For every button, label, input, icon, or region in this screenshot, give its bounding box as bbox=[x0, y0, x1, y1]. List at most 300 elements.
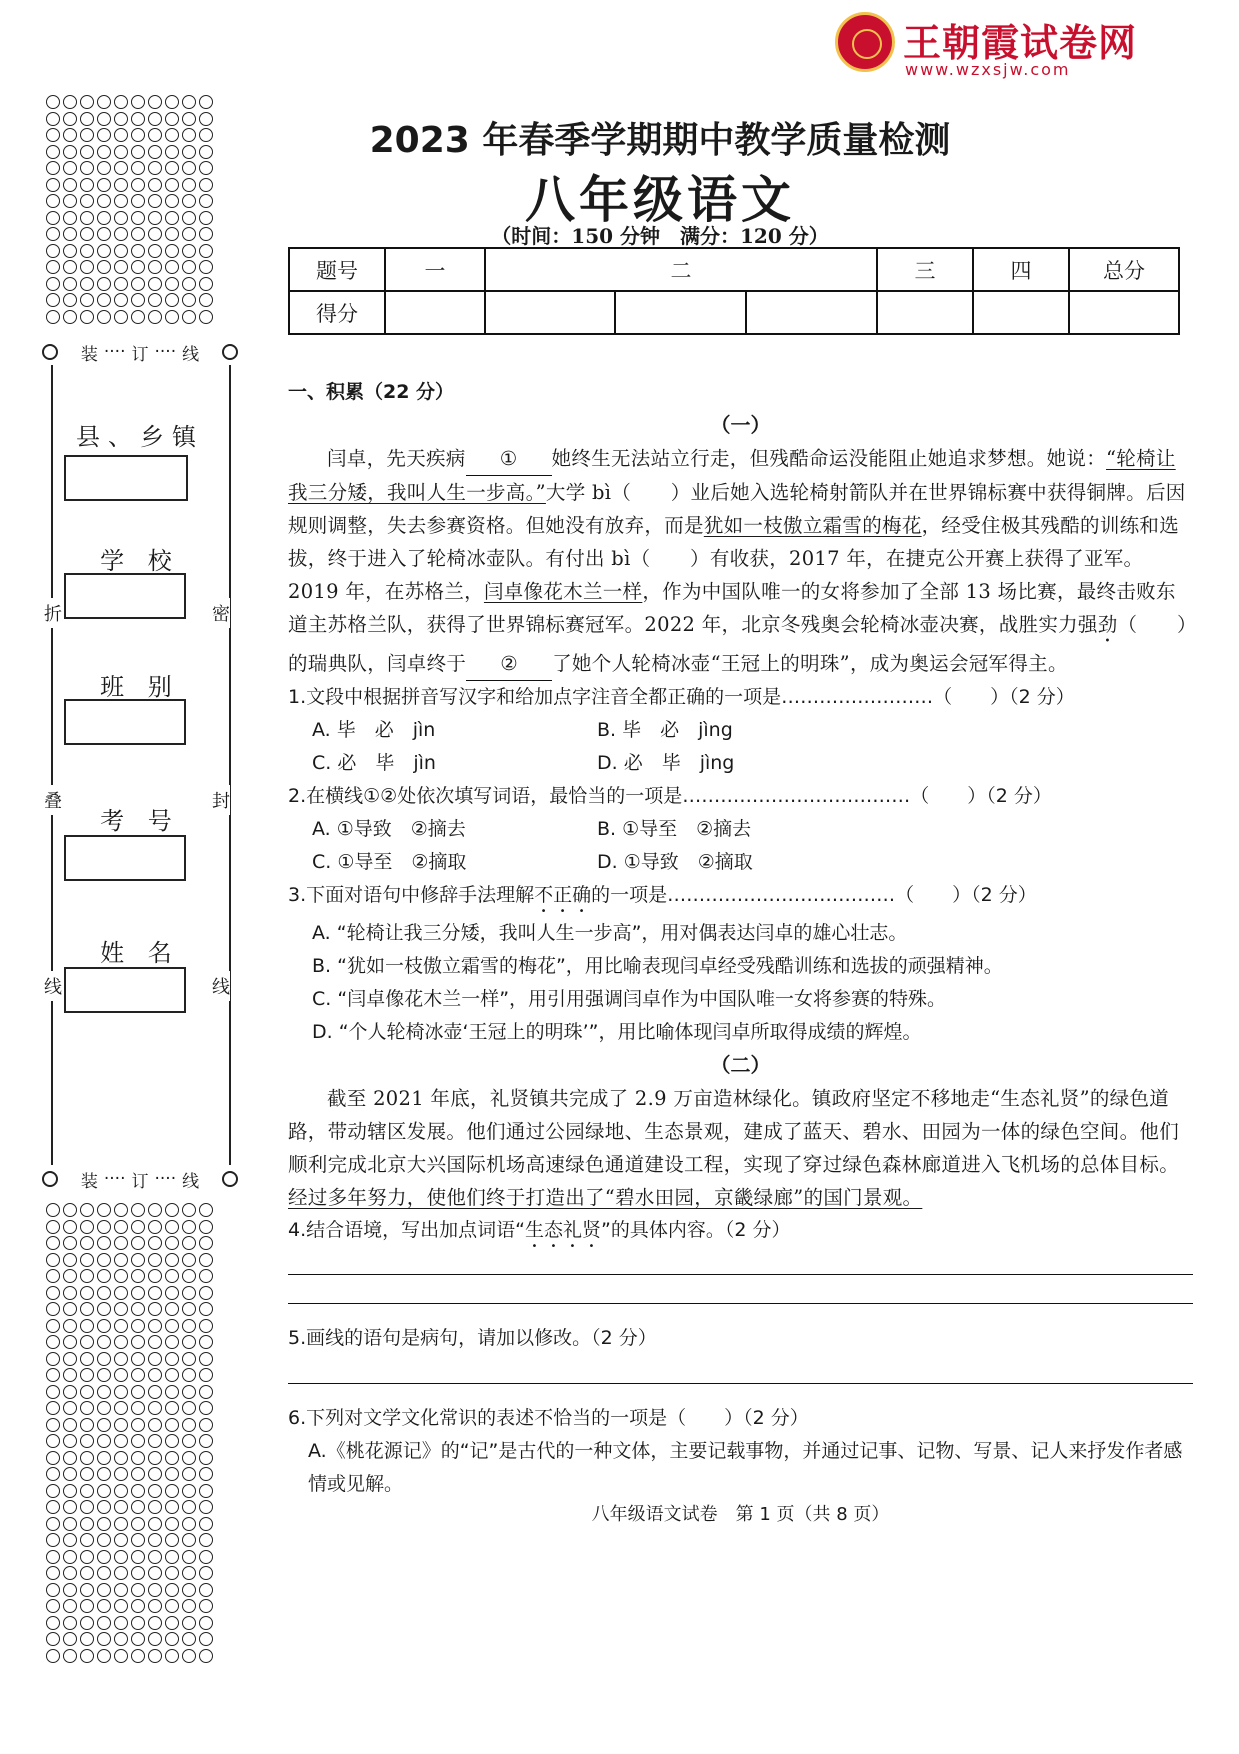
perforation-dot bbox=[165, 1517, 179, 1531]
passage-2 bbox=[288, 1082, 1193, 1214]
dotted-text: 生态礼贤 bbox=[524, 1219, 601, 1241]
perforation-dot bbox=[148, 1401, 162, 1415]
perforation-dot bbox=[46, 211, 60, 225]
perforation-dot bbox=[97, 1220, 111, 1234]
perforation-dot bbox=[114, 95, 128, 109]
perforation-dot bbox=[148, 1253, 162, 1267]
text: 的一项是………………………………（ ）（2 分） bbox=[591, 884, 1037, 906]
answer-line[interactable] bbox=[288, 1383, 1193, 1384]
perforation-dot bbox=[148, 1599, 162, 1613]
perforation-dot bbox=[131, 1220, 145, 1234]
school-field[interactable] bbox=[64, 573, 186, 619]
perforation-dot bbox=[63, 1253, 77, 1267]
section-heading: 一、积累（22 分） bbox=[288, 381, 455, 403]
perforation-dot bbox=[80, 1451, 94, 1465]
text: 她终生无法站立行走，但残酷命运没能阻止她追求梦想。她说： bbox=[551, 447, 1107, 470]
perforation-dot bbox=[182, 1418, 196, 1432]
perforation-dot bbox=[97, 1335, 111, 1349]
perforation-dots-top bbox=[46, 95, 216, 326]
perforation-dot bbox=[46, 1517, 60, 1531]
perforation-dot bbox=[182, 1451, 196, 1465]
perforation-dot bbox=[131, 293, 145, 307]
question-2-options-row bbox=[288, 813, 1193, 846]
perforation-dot bbox=[199, 1368, 213, 1382]
score-cell[interactable] bbox=[746, 291, 877, 334]
exam-number-field[interactable] bbox=[64, 835, 186, 881]
perforation-dot bbox=[148, 1385, 162, 1399]
perforation-dot bbox=[199, 1649, 213, 1663]
perforation-dot bbox=[97, 1467, 111, 1481]
perforation-dot bbox=[199, 1319, 213, 1333]
perforation-dot bbox=[148, 1269, 162, 1283]
question-3 bbox=[288, 879, 1193, 917]
perforation-dot bbox=[148, 1451, 162, 1465]
perforation-dot bbox=[131, 1632, 145, 1646]
perforation-dot bbox=[199, 1632, 213, 1646]
perforation-dot bbox=[63, 1500, 77, 1514]
field-label-class: 班 别 bbox=[100, 673, 180, 701]
underlined-sentence: 经过多年努力，使他们终于打造出了“碧水田园，京畿绿廊”的国门景观。 bbox=[288, 1186, 923, 1209]
perforation-dot bbox=[97, 293, 111, 307]
perforation-dot bbox=[80, 145, 94, 159]
perforation-dot bbox=[182, 227, 196, 241]
binding-char: 订 bbox=[131, 1171, 149, 1192]
perforation-dot bbox=[131, 178, 145, 192]
perforation-dot bbox=[46, 1302, 60, 1316]
perforation-dot bbox=[131, 1385, 145, 1399]
perforation-dot bbox=[148, 1616, 162, 1630]
logo-url: www.wzxsjw.com bbox=[905, 60, 1071, 79]
perforation-dot bbox=[182, 1319, 196, 1333]
perforation-dot bbox=[165, 112, 179, 126]
score-cell[interactable] bbox=[973, 291, 1069, 334]
perforation-dot bbox=[199, 1616, 213, 1630]
perforation-dot bbox=[165, 1649, 179, 1663]
score-cell[interactable] bbox=[485, 291, 615, 334]
perforation-dot bbox=[182, 260, 196, 274]
score-cell[interactable] bbox=[1069, 291, 1179, 334]
perforation-dot bbox=[63, 260, 77, 274]
text: ，作为中国队唯一的女将参加了全部 13 场比赛，最终击败东道主苏格兰队，获得了世界锦标赛冠军。2022 年，北京冬残奥会轮椅冰壶决赛，战胜实力强 bbox=[288, 580, 1176, 636]
perforation-dot bbox=[165, 260, 179, 274]
perforation-dot bbox=[114, 260, 128, 274]
perforation-dot bbox=[114, 1550, 128, 1564]
perforation-dot bbox=[80, 260, 94, 274]
perforation-dot bbox=[148, 1500, 162, 1514]
perforation-dot bbox=[114, 112, 128, 126]
perforation-dot bbox=[97, 1649, 111, 1663]
option-a[interactable]: A. 毕 必 jìn bbox=[312, 719, 436, 741]
perforation-dot bbox=[46, 1533, 60, 1547]
perforation-dot bbox=[46, 1599, 60, 1613]
perforation-dot bbox=[199, 1236, 213, 1250]
perforation-dot bbox=[63, 1649, 77, 1663]
perforation-dot bbox=[114, 1368, 128, 1382]
perforation-dot bbox=[131, 211, 145, 225]
perforation-dot bbox=[182, 1220, 196, 1234]
perforation-dot bbox=[46, 178, 60, 192]
perforation-dot bbox=[80, 1418, 94, 1432]
perforation-dot bbox=[182, 1467, 196, 1481]
perforation-dot bbox=[97, 128, 111, 142]
class-field[interactable] bbox=[64, 699, 186, 745]
perforation-dot bbox=[80, 1599, 94, 1613]
perforation-dot bbox=[80, 161, 94, 175]
score-header-cell: 二 bbox=[485, 248, 877, 291]
answer-line[interactable] bbox=[288, 1303, 1193, 1304]
perforation-dot bbox=[182, 178, 196, 192]
option-c[interactable]: C. ①导至 ②摘取 bbox=[312, 851, 467, 873]
perforation-dot bbox=[199, 1484, 213, 1498]
perforation-dot bbox=[131, 1550, 145, 1564]
perforation-dot bbox=[165, 1203, 179, 1217]
perforation-dot bbox=[114, 178, 128, 192]
perforation-dot bbox=[80, 1401, 94, 1415]
text: 截至 2021 年底，礼贤镇共完成了 2.9 万亩造林绿化。镇政府坚定不移地走“生态礼贤”的绿色道路，带动辖区发展。他们通过公园绿地、生态景观，建成了蓝天、碧水、田园为一体的绿色空间。他们顺利完成北京大兴国际机场高速绿色通道建设工程，实现了穿过绿色森林廊道进入飞机场的总体目标。 bbox=[288, 1087, 1180, 1176]
perforation-dot bbox=[182, 1599, 196, 1613]
perforation-dot bbox=[199, 1335, 213, 1349]
perforation-dot bbox=[97, 1533, 111, 1547]
site-logo bbox=[835, 12, 1165, 78]
perforation-dot bbox=[131, 1583, 145, 1597]
perforation-dot bbox=[80, 1434, 94, 1448]
underlined-quote: “轮椅让我三分矮，我叫人生一步高。” bbox=[288, 447, 1176, 504]
perforation-dot bbox=[97, 1352, 111, 1366]
perforation-dot bbox=[46, 1550, 60, 1564]
perforation-dot bbox=[114, 1203, 128, 1217]
question-4 bbox=[288, 1214, 1193, 1252]
perforation-dot bbox=[165, 1269, 179, 1283]
perforation-dot bbox=[182, 1649, 196, 1663]
perforation-dot bbox=[165, 277, 179, 291]
perforation-dot bbox=[182, 310, 196, 324]
perforation-dot bbox=[46, 260, 60, 274]
option-c[interactable]: C. 必 毕 jìn bbox=[312, 752, 436, 774]
perforation-dot bbox=[80, 293, 94, 307]
binding-line-bottom: 装 ···· 订 ···· 线 bbox=[40, 1167, 240, 1191]
perforation-dot bbox=[97, 1286, 111, 1300]
perforation-dot bbox=[97, 1269, 111, 1283]
perforation-dot bbox=[182, 1253, 196, 1267]
perforation-dot bbox=[46, 1632, 60, 1646]
dotted-char: 劲 bbox=[1097, 613, 1118, 636]
binding-char: 线 bbox=[182, 1171, 200, 1192]
option-d[interactable]: D. 必 毕 jìng bbox=[597, 752, 735, 774]
perforation-dot bbox=[63, 1269, 77, 1283]
perforation-dot bbox=[199, 227, 213, 241]
perforation-dot bbox=[97, 1484, 111, 1498]
text: ，经受住极其残酷的训练和选拔，终于进入了轮椅冰壶队。有付出 bì（ ）有收获，2017 年，在捷克公开赛上获得了亚军。2019 年，在苏格兰， bbox=[288, 514, 1180, 603]
circle-icon bbox=[42, 1171, 58, 1187]
perforation-dot bbox=[63, 1484, 77, 1498]
perforation-dot bbox=[46, 95, 60, 109]
option-c[interactable]: C. “闫卓像花木兰一样”，用引用强调闫卓作为中国队唯一女将参赛的特殊。 bbox=[312, 988, 947, 1010]
perforation-dot bbox=[165, 1286, 179, 1300]
perforation-dot bbox=[80, 1467, 94, 1481]
score-header-cell: 四 bbox=[973, 248, 1069, 291]
blank-1[interactable]: ① bbox=[466, 442, 552, 476]
score-cell[interactable] bbox=[615, 291, 745, 334]
perforation-dot bbox=[199, 1302, 213, 1316]
perforation-dot bbox=[97, 145, 111, 159]
perforation-dot bbox=[46, 1566, 60, 1580]
passage-1 bbox=[288, 442, 1193, 681]
perforation-dot bbox=[131, 1418, 145, 1432]
option-a[interactable]: A. ①导致 ②摘去 bbox=[312, 818, 466, 840]
perforation-dot bbox=[97, 1434, 111, 1448]
option-b[interactable]: B. ①导至 ②摘去 bbox=[597, 818, 752, 840]
score-table-score-row bbox=[289, 291, 1179, 334]
perforation-dot bbox=[131, 1484, 145, 1498]
perforation-dot bbox=[114, 128, 128, 142]
perforation-dot bbox=[63, 1517, 77, 1531]
perforation-dot bbox=[165, 1484, 179, 1498]
perforation-dot bbox=[63, 145, 77, 159]
perforation-dot bbox=[199, 1385, 213, 1399]
perforation-dot bbox=[63, 1566, 77, 1580]
perforation-dot bbox=[199, 1434, 213, 1448]
score-header-cell: 总分 bbox=[1069, 248, 1179, 291]
perforation-dot bbox=[199, 1583, 213, 1597]
perforation-dot bbox=[46, 227, 60, 241]
text: 3.下面对语句中修辞手法理解 bbox=[288, 884, 535, 906]
perforation-dot bbox=[114, 1401, 128, 1415]
option-d[interactable]: D. ①导致 ②摘取 bbox=[597, 851, 753, 873]
perforation-dot bbox=[165, 1352, 179, 1366]
perforation-dot bbox=[131, 277, 145, 291]
perforation-dot bbox=[97, 1517, 111, 1531]
perforation-dot bbox=[97, 178, 111, 192]
perforation-dot bbox=[114, 1253, 128, 1267]
perforation-dot bbox=[80, 1632, 94, 1646]
perforation-dot bbox=[148, 1434, 162, 1448]
perforation-dot bbox=[131, 1269, 145, 1283]
perforation-dot bbox=[165, 161, 179, 175]
perforation-dot bbox=[165, 310, 179, 324]
perforation-dot bbox=[165, 1632, 179, 1646]
perforation-dot bbox=[63, 112, 77, 126]
perforation-dot bbox=[114, 1269, 128, 1283]
perforation-dot bbox=[63, 1335, 77, 1349]
perforation-dot bbox=[46, 112, 60, 126]
perforation-dot bbox=[131, 1352, 145, 1366]
score-table-header-row bbox=[289, 248, 1179, 291]
perforation-dot bbox=[97, 95, 111, 109]
perforation-dot bbox=[199, 1269, 213, 1283]
perforation-dot bbox=[182, 1517, 196, 1531]
perforation-dot bbox=[182, 1583, 196, 1597]
perforation-dot bbox=[165, 1418, 179, 1432]
perforation-dot bbox=[148, 161, 162, 175]
perforation-dot bbox=[131, 1451, 145, 1465]
perforation-dot bbox=[80, 1385, 94, 1399]
county-field[interactable] bbox=[64, 455, 188, 501]
perforation-dot bbox=[63, 1302, 77, 1316]
perforation-dot bbox=[63, 194, 77, 208]
perforation-dot bbox=[63, 1632, 77, 1646]
perforation-dot bbox=[114, 145, 128, 159]
perforation-dot bbox=[80, 310, 94, 324]
perforation-dot bbox=[148, 1335, 162, 1349]
perforation-dot bbox=[97, 1418, 111, 1432]
perforation-dot bbox=[182, 211, 196, 225]
question-1-options-row bbox=[288, 714, 1193, 747]
option-b[interactable]: B. 毕 必 jìng bbox=[597, 719, 733, 741]
perforation-dot bbox=[97, 1451, 111, 1465]
perforation-dot bbox=[199, 1517, 213, 1531]
underlined-quote: 犹如一枝傲立霜雪的梅花 bbox=[703, 514, 922, 537]
perforation-dot bbox=[199, 161, 213, 175]
perforation-dot bbox=[114, 1484, 128, 1498]
perforation-dot bbox=[182, 112, 196, 126]
perforation-dot bbox=[97, 1203, 111, 1217]
perforation-dot bbox=[63, 1599, 77, 1613]
binding-char: 订 bbox=[131, 344, 149, 365]
perforation-dot bbox=[97, 211, 111, 225]
perforation-dot bbox=[182, 1616, 196, 1630]
perforation-dot bbox=[46, 1203, 60, 1217]
perforation-dot bbox=[148, 128, 162, 142]
side-text-line-left: 线 bbox=[44, 971, 62, 1001]
perforation-dot bbox=[182, 1385, 196, 1399]
perforation-dot bbox=[131, 1203, 145, 1217]
perforation-dot bbox=[148, 1566, 162, 1580]
score-header-cell: 一 bbox=[385, 248, 485, 291]
perforation-dot bbox=[80, 1550, 94, 1564]
perforation-dot bbox=[199, 1467, 213, 1481]
perforation-dot bbox=[182, 1632, 196, 1646]
perforation-dot bbox=[199, 1253, 213, 1267]
question-2-options-row bbox=[288, 846, 1193, 879]
perforation-dot bbox=[114, 1566, 128, 1580]
perforation-dot bbox=[97, 1500, 111, 1514]
side-text-line-right: 线 bbox=[212, 971, 230, 1001]
perforation-dot bbox=[131, 128, 145, 142]
perforation-dot bbox=[114, 244, 128, 258]
perforation-dot bbox=[165, 1368, 179, 1382]
perforation-dot bbox=[182, 1286, 196, 1300]
perforation-dot bbox=[63, 293, 77, 307]
perforation-dot bbox=[114, 1467, 128, 1481]
perforation-dot bbox=[63, 128, 77, 142]
perforation-dot bbox=[114, 310, 128, 324]
score-cell[interactable] bbox=[385, 291, 485, 334]
answer-line[interactable] bbox=[288, 1274, 1193, 1275]
option-a[interactable]: A. “轮椅让我三分矮，我叫人生一步高”，用对偶表达闫卓的雄心壮志。 bbox=[312, 922, 908, 944]
perforation-dot bbox=[148, 1467, 162, 1481]
perforation-dot bbox=[182, 161, 196, 175]
perforation-dot bbox=[46, 1467, 60, 1481]
perforation-dot bbox=[199, 244, 213, 258]
score-cell[interactable] bbox=[877, 291, 973, 334]
score-table bbox=[288, 247, 1180, 335]
perforation-dot bbox=[165, 194, 179, 208]
perforation-dot bbox=[148, 1550, 162, 1564]
perforation-dot bbox=[80, 112, 94, 126]
perforation-dot bbox=[63, 1352, 77, 1366]
perforation-dot bbox=[182, 1368, 196, 1382]
perforation-dot bbox=[114, 1533, 128, 1547]
perforation-dot bbox=[63, 1434, 77, 1448]
exam-content bbox=[288, 380, 1193, 1501]
perforation-dot bbox=[80, 1484, 94, 1498]
perforation-dot bbox=[148, 1220, 162, 1234]
perforation-dot bbox=[63, 1418, 77, 1432]
perforation-dot bbox=[131, 1253, 145, 1267]
perforation-dot bbox=[182, 1352, 196, 1366]
perforation-dot bbox=[46, 194, 60, 208]
perforation-dot bbox=[199, 1220, 213, 1234]
perforation-dot bbox=[63, 1533, 77, 1547]
perforation-dot bbox=[80, 1203, 94, 1217]
perforation-dot bbox=[182, 95, 196, 109]
perforation-dot bbox=[97, 310, 111, 324]
perforation-dot bbox=[114, 1335, 128, 1349]
binding-line-top: 装 ···· 订 ···· 线 bbox=[40, 340, 240, 364]
perforation-dot bbox=[182, 128, 196, 142]
perforation-dot bbox=[46, 1286, 60, 1300]
perforation-dot bbox=[199, 194, 213, 208]
perforation-dot bbox=[131, 1467, 145, 1481]
question-2: 2.在横线①②处依次填写词语，最恰当的一项是………………………………（ ）（2 分） bbox=[288, 785, 1052, 807]
perforation-dot bbox=[46, 244, 60, 258]
text: 了她个人轮椅冰壶“王冠上的明珠”，成为奥运会冠军得主。 bbox=[552, 652, 1068, 675]
perforation-dot bbox=[63, 211, 77, 225]
perforation-dot bbox=[131, 95, 145, 109]
perforation-dot bbox=[63, 1203, 77, 1217]
perforation-dot bbox=[148, 277, 162, 291]
perforation-dot bbox=[114, 1616, 128, 1630]
name-field[interactable] bbox=[64, 967, 186, 1013]
perforation-dot bbox=[63, 1319, 77, 1333]
perforation-dot bbox=[131, 1236, 145, 1250]
perforation-dot bbox=[97, 1616, 111, 1630]
perforation-dot bbox=[148, 1319, 162, 1333]
blank-2[interactable]: ② bbox=[466, 647, 552, 681]
perforation-dot bbox=[46, 1451, 60, 1465]
option-d[interactable]: D. “个人轮椅冰壶‘王冠上的明珠’”，用比喻体现闫卓所取得成绩的辉煌。 bbox=[312, 1021, 922, 1043]
perforation-dot bbox=[148, 227, 162, 241]
perforation-dot bbox=[199, 260, 213, 274]
option-a[interactable]: A.《桃花源记》的“记”是古代的一种文体，主要记载事物，并通过记事、记物、写景、记人来抒发作者感情或见解。 bbox=[308, 1440, 1183, 1495]
perforation-dot bbox=[80, 1616, 94, 1630]
option-b[interactable]: B. “犹如一枝傲立霜雪的梅花”，用比喻表现闫卓经受残酷训练和选拔的顽强精神。 bbox=[312, 955, 1003, 977]
perforation-dot bbox=[46, 1583, 60, 1597]
perforation-dot bbox=[165, 1533, 179, 1547]
perforation-dot bbox=[148, 1632, 162, 1646]
perforation-dot bbox=[148, 1649, 162, 1663]
perforation-dot bbox=[46, 128, 60, 142]
perforation-dot bbox=[131, 1566, 145, 1580]
perforation-dot bbox=[131, 194, 145, 208]
perforation-dot bbox=[80, 1533, 94, 1547]
perforation-dot bbox=[131, 1599, 145, 1613]
perforation-dot bbox=[80, 1517, 94, 1531]
perforation-dot bbox=[131, 1517, 145, 1531]
side-text-stack: 叠 bbox=[44, 785, 62, 815]
perforation-dot bbox=[114, 1352, 128, 1366]
perforation-dot bbox=[148, 211, 162, 225]
perforation-dot bbox=[165, 1385, 179, 1399]
perforation-dot bbox=[97, 1236, 111, 1250]
perforation-dot bbox=[97, 1319, 111, 1333]
perforation-dot bbox=[46, 293, 60, 307]
perforation-dot bbox=[46, 145, 60, 159]
perforation-dot bbox=[46, 1401, 60, 1415]
perforation-dot bbox=[131, 1302, 145, 1316]
score-header-cell: 题号 bbox=[289, 248, 385, 291]
perforation-dot bbox=[165, 1616, 179, 1630]
